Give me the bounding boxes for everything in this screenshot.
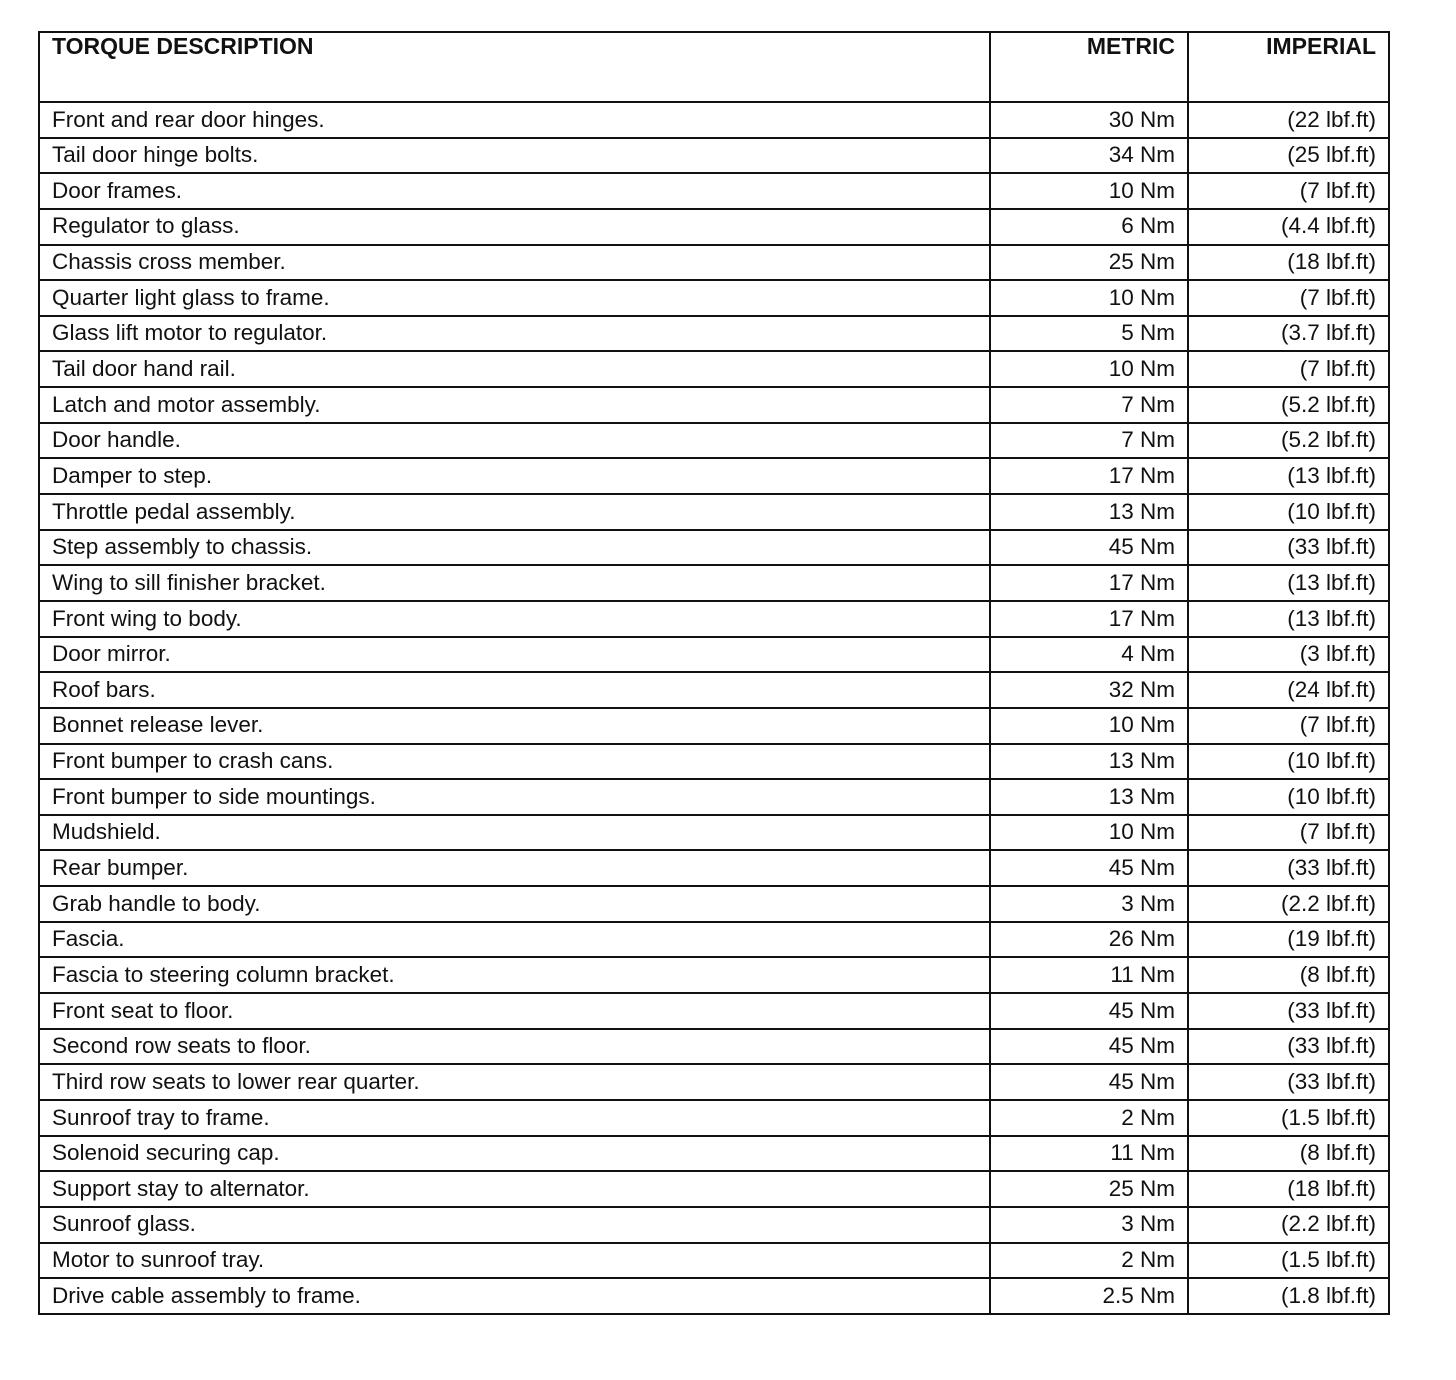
- table-row: [39, 1243, 1389, 1279]
- table-row: [39, 850, 1389, 886]
- imperial-value-cell: (33 lbf.ft): [1188, 530, 1389, 566]
- imperial-value-cell: (7 lbf.ft): [1188, 173, 1389, 209]
- metric-value-cell: 3 Nm: [990, 1207, 1188, 1243]
- imperial-value-cell: (33 lbf.ft): [1188, 850, 1389, 886]
- table-row: [39, 1100, 1389, 1136]
- torque-description-cell: Fascia.: [39, 922, 990, 958]
- imperial-value-cell: (24 lbf.ft): [1188, 672, 1389, 708]
- header-imperial: IMPERIAL: [1188, 32, 1389, 102]
- imperial-value-cell: (7 lbf.ft): [1188, 351, 1389, 387]
- table-row: [39, 316, 1389, 352]
- imperial-value-cell: (3.7 lbf.ft): [1188, 316, 1389, 352]
- table-row: [39, 922, 1389, 958]
- torque-description-cell: Sunroof glass.: [39, 1207, 990, 1243]
- table-header: [39, 32, 1389, 102]
- imperial-value-cell: (13 lbf.ft): [1188, 458, 1389, 494]
- imperial-value-cell: (3 lbf.ft): [1188, 637, 1389, 673]
- torque-description-cell: Wing to sill finisher bracket.: [39, 565, 990, 601]
- torque-description-cell: Roof bars.: [39, 672, 990, 708]
- table-row: [39, 672, 1389, 708]
- metric-value-cell: 13 Nm: [990, 779, 1188, 815]
- table-row: [39, 601, 1389, 637]
- metric-value-cell: 45 Nm: [990, 530, 1188, 566]
- imperial-value-cell: (7 lbf.ft): [1188, 280, 1389, 316]
- imperial-value-cell: (22 lbf.ft): [1188, 102, 1389, 138]
- imperial-value-cell: (7 lbf.ft): [1188, 708, 1389, 744]
- torque-description-cell: Regulator to glass.: [39, 209, 990, 245]
- header-metric: METRIC: [990, 32, 1188, 102]
- table-row: [39, 957, 1389, 993]
- table-row: [39, 815, 1389, 851]
- table-row: [39, 708, 1389, 744]
- table-row: [39, 280, 1389, 316]
- metric-value-cell: 10 Nm: [990, 708, 1188, 744]
- metric-value-cell: 32 Nm: [990, 672, 1188, 708]
- torque-description-cell: Glass lift motor to regulator.: [39, 316, 990, 352]
- torque-description-cell: Drive cable assembly to frame.: [39, 1278, 990, 1314]
- torque-description-cell: Rear bumper.: [39, 850, 990, 886]
- imperial-value-cell: (7 lbf.ft): [1188, 815, 1389, 851]
- torque-description-cell: Step assembly to chassis.: [39, 530, 990, 566]
- metric-value-cell: 45 Nm: [990, 1064, 1188, 1100]
- torque-description-cell: Door handle.: [39, 423, 990, 459]
- torque-description-cell: Quarter light glass to frame.: [39, 280, 990, 316]
- table-row: [39, 1064, 1389, 1100]
- imperial-value-cell: (18 lbf.ft): [1188, 1171, 1389, 1207]
- table-row: [39, 173, 1389, 209]
- torque-description-cell: Latch and motor assembly.: [39, 387, 990, 423]
- torque-description-cell: Bonnet release lever.: [39, 708, 990, 744]
- table-row: [39, 637, 1389, 673]
- table-row: [39, 102, 1389, 138]
- torque-description-cell: Door frames.: [39, 173, 990, 209]
- torque-description-cell: Door mirror.: [39, 637, 990, 673]
- imperial-value-cell: (18 lbf.ft): [1188, 245, 1389, 281]
- metric-value-cell: 25 Nm: [990, 1171, 1188, 1207]
- imperial-value-cell: (2.2 lbf.ft): [1188, 886, 1389, 922]
- imperial-value-cell: (10 lbf.ft): [1188, 744, 1389, 780]
- torque-description-cell: Solenoid securing cap.: [39, 1136, 990, 1172]
- metric-value-cell: 6 Nm: [990, 209, 1188, 245]
- metric-value-cell: 3 Nm: [990, 886, 1188, 922]
- torque-description-cell: Support stay to alternator.: [39, 1171, 990, 1207]
- metric-value-cell: 7 Nm: [990, 387, 1188, 423]
- imperial-value-cell: (8 lbf.ft): [1188, 1136, 1389, 1172]
- imperial-value-cell: (5.2 lbf.ft): [1188, 423, 1389, 459]
- torque-description-cell: Chassis cross member.: [39, 245, 990, 281]
- imperial-value-cell: (33 lbf.ft): [1188, 1029, 1389, 1065]
- table-row: [39, 1171, 1389, 1207]
- metric-value-cell: 13 Nm: [990, 494, 1188, 530]
- imperial-value-cell: (2.2 lbf.ft): [1188, 1207, 1389, 1243]
- imperial-value-cell: (1.5 lbf.ft): [1188, 1243, 1389, 1279]
- table-row: [39, 458, 1389, 494]
- metric-value-cell: 13 Nm: [990, 744, 1188, 780]
- torque-description-cell: Front bumper to side mountings.: [39, 779, 990, 815]
- imperial-value-cell: (10 lbf.ft): [1188, 779, 1389, 815]
- imperial-value-cell: (33 lbf.ft): [1188, 1064, 1389, 1100]
- torque-description-cell: Fascia to steering column bracket.: [39, 957, 990, 993]
- imperial-value-cell: (33 lbf.ft): [1188, 993, 1389, 1029]
- torque-description-cell: Tail door hand rail.: [39, 351, 990, 387]
- table-row: [39, 565, 1389, 601]
- torque-description-cell: Second row seats to floor.: [39, 1029, 990, 1065]
- table-row: [39, 1136, 1389, 1172]
- table-row: [39, 209, 1389, 245]
- metric-value-cell: 17 Nm: [990, 565, 1188, 601]
- metric-value-cell: 45 Nm: [990, 993, 1188, 1029]
- imperial-value-cell: (19 lbf.ft): [1188, 922, 1389, 958]
- imperial-value-cell: (10 lbf.ft): [1188, 494, 1389, 530]
- torque-table: [38, 31, 1390, 1315]
- metric-value-cell: 7 Nm: [990, 423, 1188, 459]
- metric-value-cell: 4 Nm: [990, 637, 1188, 673]
- table-row: [39, 1029, 1389, 1065]
- table-row: [39, 886, 1389, 922]
- metric-value-cell: 25 Nm: [990, 245, 1188, 281]
- table-row: [39, 138, 1389, 174]
- table-row: [39, 494, 1389, 530]
- table-row: [39, 779, 1389, 815]
- metric-value-cell: 11 Nm: [990, 1136, 1188, 1172]
- header-torque-description: TORQUE DESCRIPTION: [39, 32, 990, 102]
- torque-description-cell: Sunroof tray to frame.: [39, 1100, 990, 1136]
- table-row: [39, 530, 1389, 566]
- table-row: [39, 993, 1389, 1029]
- torque-description-cell: Third row seats to lower rear quarter.: [39, 1064, 990, 1100]
- imperial-value-cell: (13 lbf.ft): [1188, 565, 1389, 601]
- metric-value-cell: 2 Nm: [990, 1243, 1188, 1279]
- table-row: [39, 351, 1389, 387]
- metric-value-cell: 10 Nm: [990, 173, 1188, 209]
- metric-value-cell: 17 Nm: [990, 458, 1188, 494]
- torque-description-cell: Damper to step.: [39, 458, 990, 494]
- imperial-value-cell: (8 lbf.ft): [1188, 957, 1389, 993]
- torque-description-cell: Throttle pedal assembly.: [39, 494, 990, 530]
- torque-description-cell: Front wing to body.: [39, 601, 990, 637]
- metric-value-cell: 45 Nm: [990, 850, 1188, 886]
- table-row: [39, 387, 1389, 423]
- metric-value-cell: 2.5 Nm: [990, 1278, 1188, 1314]
- metric-value-cell: 45 Nm: [990, 1029, 1188, 1065]
- torque-description-cell: Front bumper to crash cans.: [39, 744, 990, 780]
- table-row: [39, 245, 1389, 281]
- torque-description-cell: Grab handle to body.: [39, 886, 990, 922]
- header-row: [39, 32, 1389, 102]
- torque-description-cell: Front seat to floor.: [39, 993, 990, 1029]
- table-row: [39, 744, 1389, 780]
- table-row: [39, 1207, 1389, 1243]
- metric-value-cell: 10 Nm: [990, 815, 1188, 851]
- imperial-value-cell: (5.2 lbf.ft): [1188, 387, 1389, 423]
- table-row: [39, 423, 1389, 459]
- metric-value-cell: 11 Nm: [990, 957, 1188, 993]
- metric-value-cell: 34 Nm: [990, 138, 1188, 174]
- torque-description-cell: Front and rear door hinges.: [39, 102, 990, 138]
- metric-value-cell: 2 Nm: [990, 1100, 1188, 1136]
- metric-value-cell: 10 Nm: [990, 351, 1188, 387]
- imperial-value-cell: (25 lbf.ft): [1188, 138, 1389, 174]
- imperial-value-cell: (13 lbf.ft): [1188, 601, 1389, 637]
- metric-value-cell: 5 Nm: [990, 316, 1188, 352]
- imperial-value-cell: (1.5 lbf.ft): [1188, 1100, 1389, 1136]
- table-row: [39, 1278, 1389, 1314]
- torque-description-cell: Tail door hinge bolts.: [39, 138, 990, 174]
- metric-value-cell: 26 Nm: [990, 922, 1188, 958]
- torque-description-cell: Motor to sunroof tray.: [39, 1243, 990, 1279]
- imperial-value-cell: (1.8 lbf.ft): [1188, 1278, 1389, 1314]
- metric-value-cell: 10 Nm: [990, 280, 1188, 316]
- metric-value-cell: 30 Nm: [990, 102, 1188, 138]
- torque-description-cell: Mudshield.: [39, 815, 990, 851]
- imperial-value-cell: (4.4 lbf.ft): [1188, 209, 1389, 245]
- metric-value-cell: 17 Nm: [990, 601, 1188, 637]
- table-body: [39, 102, 1389, 1314]
